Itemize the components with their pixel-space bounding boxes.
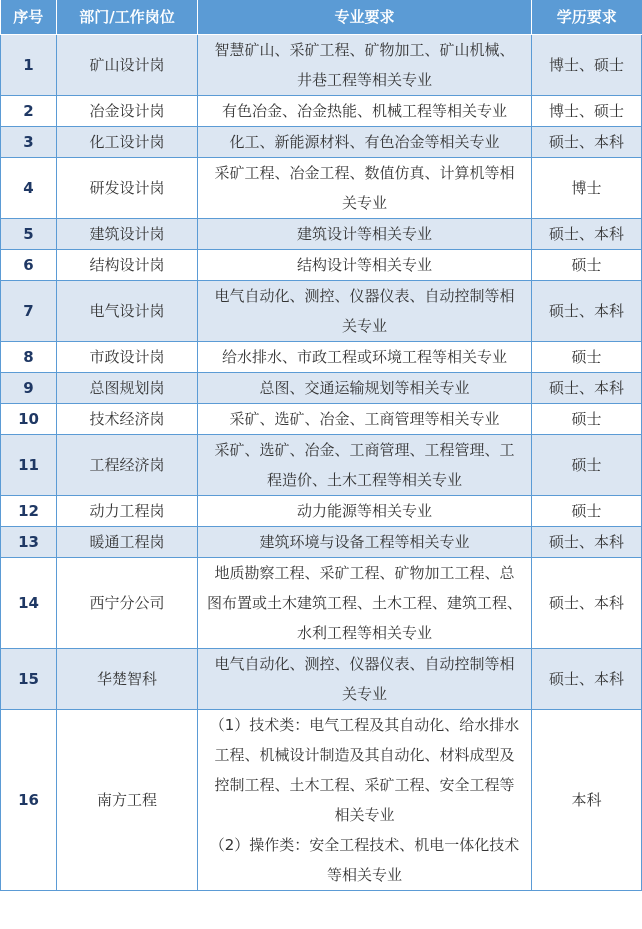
row-number: 4 [1,158,57,219]
major-line: （2）操作类：安全工程技术、机电一体化技术 [209,836,520,854]
row-major-requirement [198,342,532,373]
row-education: 博士 [532,158,642,219]
row-education: 博士、硕士 [532,35,642,96]
row-major-requirement [198,435,532,496]
row-major-requirement [198,219,532,250]
row-number: 16 [1,710,57,891]
table-row [1,158,642,219]
row-education: 硕士、本科 [532,558,642,649]
major-line: 采矿工程、冶金工程、数值仿真、计算机等相 [214,164,515,182]
major-line: 关专业 [341,317,387,335]
major-line: 有色冶金、冶金热能、机械工程等相关专业 [221,102,507,120]
major-line: 建筑设计等相关专业 [296,225,432,243]
row-education: 博士、硕士 [532,96,642,127]
major-line: 结构设计等相关专业 [296,256,432,274]
row-number: 8 [1,342,57,373]
row-major-requirement [198,710,532,891]
row-education: 硕士 [532,496,642,527]
row-education: 本科 [532,710,642,891]
table-row [1,250,642,281]
row-number: 9 [1,373,57,404]
row-major-requirement [198,250,532,281]
row-number: 10 [1,404,57,435]
header-major: 专业要求 [198,0,532,35]
row-department: 工程经济岗 [57,435,198,496]
major-line: 程造价、土木工程等相关专业 [266,471,462,489]
row-major-requirement [198,527,532,558]
row-major-requirement [198,35,532,96]
row-education: 硕士、本科 [532,127,642,158]
row-department: 技术经济岗 [57,404,198,435]
row-department: 冶金设计岗 [57,96,198,127]
header-no: 序号 [1,0,57,35]
row-major-requirement [198,649,532,710]
major-line: 图布置或土木建筑工程、土木工程、建筑工程、 [206,594,522,612]
major-line: 建筑环境与设备工程等相关专业 [259,533,470,551]
table-body [1,35,642,891]
table-row [1,710,642,891]
row-number: 6 [1,250,57,281]
major-line: 化工、新能源材料、有色冶金等相关专业 [229,133,500,151]
major-line: 动力能源等相关专业 [296,502,432,520]
row-number: 7 [1,281,57,342]
row-major-requirement [198,281,532,342]
major-line: 电气自动化、测控、仪器仪表、自动控制等相 [214,655,515,673]
row-education: 硕士、本科 [532,281,642,342]
row-education: 硕士、本科 [532,649,642,710]
table-row [1,96,642,127]
major-line: 给水排水、市政工程或环境工程等相关专业 [221,348,507,366]
row-number: 2 [1,96,57,127]
header-dept: 部门/工作岗位 [57,0,198,35]
row-education: 硕士、本科 [532,219,642,250]
row-number: 1 [1,35,57,96]
row-major-requirement [198,373,532,404]
row-department: 南方工程 [57,710,198,891]
row-number: 15 [1,649,57,710]
row-department: 西宁分公司 [57,558,198,649]
row-department: 动力工程岗 [57,496,198,527]
major-line: 关专业 [341,685,387,703]
major-line: 等相关专业 [326,866,402,884]
row-major-requirement [198,127,532,158]
row-department: 矿山设计岗 [57,35,198,96]
row-education: 硕士 [532,342,642,373]
row-education: 硕士 [532,250,642,281]
row-number: 11 [1,435,57,496]
major-line: （1）技术类：电气工程及其自动化、给水排水 [209,716,520,734]
table-row [1,527,642,558]
row-education: 硕士、本科 [532,373,642,404]
row-department: 总图规划岗 [57,373,198,404]
table-row [1,649,642,710]
row-department: 研发设计岗 [57,158,198,219]
major-line: 工程、机械设计制造及其自动化、材料成型及 [214,746,515,764]
row-department: 华楚智科 [57,649,198,710]
major-line: 电气自动化、测控、仪器仪表、自动控制等相 [214,287,515,305]
row-number: 12 [1,496,57,527]
major-line: 井巷工程等相关专业 [296,71,432,89]
row-education: 硕士、本科 [532,527,642,558]
row-number: 14 [1,558,57,649]
row-major-requirement [198,96,532,127]
row-number: 5 [1,219,57,250]
row-major-requirement [198,496,532,527]
major-line: 水利工程等相关专业 [296,624,432,642]
major-line: 地质勘察工程、采矿工程、矿物加工工程、总 [214,564,515,582]
row-department: 暖通工程岗 [57,527,198,558]
major-line: 智慧矿山、采矿工程、矿物加工、矿山机械、 [214,41,515,59]
row-department: 化工设计岗 [57,127,198,158]
table-row [1,219,642,250]
table-row [1,35,642,96]
table-row [1,435,642,496]
table-row [1,281,642,342]
major-line: 控制工程、土木工程、采矿工程、安全工程等 [214,776,515,794]
header-edu: 学历要求 [532,0,642,35]
major-line: 总图、交通运输规划等相关专业 [259,379,470,397]
row-number: 13 [1,527,57,558]
table-row [1,373,642,404]
row-major-requirement [198,404,532,435]
major-line: 采矿、选矿、冶金、工商管理、工程管理、工 [214,441,515,459]
major-line: 采矿、选矿、冶金、工商管理等相关专业 [229,410,500,428]
major-line: 关专业 [341,194,387,212]
table-header-row [1,0,642,35]
table-row [1,496,642,527]
row-education: 硕士 [532,435,642,496]
row-major-requirement [198,558,532,649]
table-row [1,404,642,435]
row-major-requirement [198,158,532,219]
table-row [1,342,642,373]
table-row [1,558,642,649]
major-line: 相关专业 [334,806,395,824]
row-department: 电气设计岗 [57,281,198,342]
row-number: 3 [1,127,57,158]
table-row [1,127,642,158]
row-department: 市政设计岗 [57,342,198,373]
row-education: 硕士 [532,404,642,435]
row-department: 结构设计岗 [57,250,198,281]
row-department: 建筑设计岗 [57,219,198,250]
